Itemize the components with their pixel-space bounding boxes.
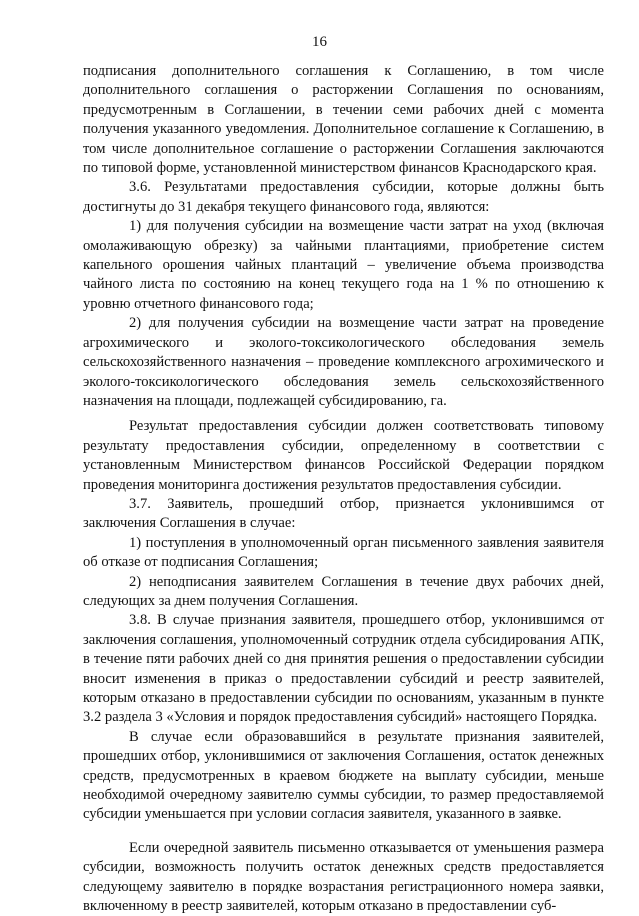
paragraph-continuation: подписания дополнительного соглашения к Соглашению, в том числе дополнительного соглашения о расторжении Соглашения по основаниям, предусмотренным в Соглашении, в течении семи рабочих дней с момента получения указанного уведомления. Дополнительное соглашение к Соглашению, в том числе дополнительное соглашение о расторжении Соглашения заключаются по типовой форме, установленной министерством финансов Краснодарского края.: [83, 63, 604, 177]
paragraph-3-7: 3.7. Заявитель, прошедший отбор, признается уклонившимся от заключения Соглашения в случае:: [83, 495, 604, 532]
page-number: 16: [312, 34, 327, 50]
paragraph-3-7-item-2: 2) неподписания заявителем Соглашения в течение двух рабочих дней, следующих за днем получения Соглашения.: [83, 573, 604, 609]
paragraph-3-6-item-2: 2) для получения субсидии на возмещение части затрат на проведение агрохимического и эколого-токсикологического обследования земель сельскохозяйственного назначения – проведение комплексного агрохимического и эколого-токсикологического обследования земель сельскохозяйственного назначения на площади, подлежащей субсидированию, га.: [83, 315, 604, 409]
paragraph-refusal: Если очередной заявитель письменно отказывается от уменьшения размера субсидии, возможность получить остаток денежных средств предоставляется следующему заявителю в порядке возрастания регистрационного номера заявки, включенному в реестр заявителей, которым отказано в предоставлении суб-: [83, 839, 604, 915]
paragraph-3-6-item-1: 1) для получения субсидии на возмещение части затрат на уход (включая омолаживающую обрезку) за чайными плантациями, приобретение систем капельного орошения чайных плантаций – увеличение объема производства чайного листа по состоянию на конец текущего года на 1 % по отношению к уровню отчетного финансового года;: [83, 218, 604, 312]
paragraph-3-6: 3.6. Результатами предоставления субсидии, которые должны быть достигнуты до 31 декабря текущего финансового года, являются:: [83, 179, 604, 215]
paragraph-3-7-item-1: 1) поступления в уполномоченный орган письменного заявления заявителя об отказе от подписания Соглашения;: [83, 534, 604, 571]
paragraph-3-8: 3.8. В случае признания заявителя, прошедшего отбор, уклонившимся от заключения соглашения, уполномоченный сотрудник отдела субсидирования АПК, в течение пяти рабочих дней со дня принятия решения о предоставлении субсидии вносит изменения в приказ о предоставлении субсидий и реестр заявителей, которым отказано в предоставлении субсидии по основаниям, указанным в пункте 3.2 раздела 3 «Условия и порядок предоставления субсидий» настоящего Порядка.: [83, 612, 604, 726]
paragraph-result: Результат предоставления субсидии должен соответствовать типовому результату предоставления субсидии, определенному в соответствии с установленным Министерством финансов Российской Федерации порядком проведения мониторинга достижения результатов предоставления субсидии.: [83, 418, 604, 493]
document-body: [83, 62, 604, 916]
paragraph-remainder: В случае если образовавшийся в результате признания заявителей, прошедших отбор, уклонившимися от заключения Соглашения, остаток денежных средств, предусмотренных в краевом бюджете на выплату субсидии, меньше необходимой очередному заявителю суммы субсидии, то размер предоставляемой субсидии уменьшается при условии согласия заявителя, указанного в заявке.: [83, 728, 604, 823]
